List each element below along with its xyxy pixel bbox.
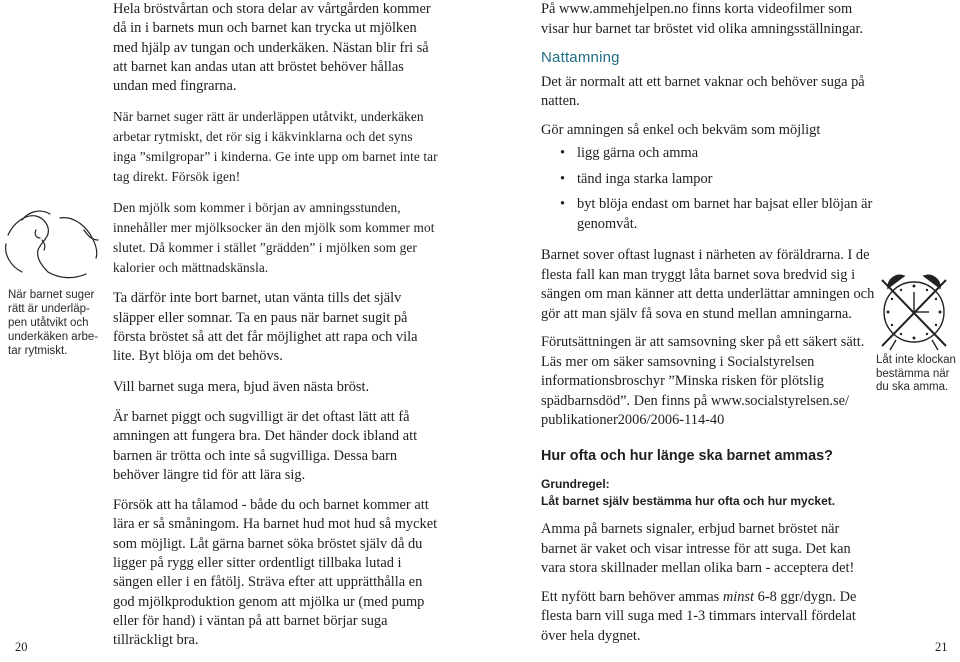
paragraph: Barnet sover oftast lugnast i närheten av föräldrarna. I de flesta fall kan man tryggt låta barnet sova bredvid sig i sängen om man känner att detta underlättar amningen och gör att man själv få sova en stund mellan amningarna. (541, 247, 875, 322)
section-heading-nattamning: Nattamning (541, 49, 620, 66)
paragraph: Ta därför inte bort barnet, utan vänta tills det själv släpper eller somnar. Ta en paus när barnet sugit på första bröstet så att det får möjlighet att rapa och vila lite. Byt blöja om det behövs. (113, 290, 418, 365)
emphasis-text: minst (722, 588, 755, 605)
paragraph: Amma på barnets signaler, erbjud barnet bröstet när barnet är vaket och visar intresse för att suga. Det kan vara stora skillnader mellan olika barn - acceptera det! (541, 521, 855, 576)
right-column-text (541, 0, 877, 655)
clock-caption: Låt inte klockan bestämma när du ska amma. (876, 354, 956, 393)
crossed-alarm-clock-icon (874, 266, 954, 356)
paragraph (541, 588, 877, 647)
left-column-text (113, 0, 438, 662)
paragraph: Försök att ha tålamod - både du och barnet kommer att lära er så småningom. Ha barnet hud mot hud så mycket som möjligt. Låt gärna barnet söka bröstet själv då du ligger på rygg eller sitter ordentligt tillbaka lutad i sängen eller i en fåtölj. Sträva efter att upprätthålla en god mjölkproduktion genom att mjölka ur (med pump eller för hand) i väntan på att barnet börjar suga tillräckligt bra. (113, 497, 438, 649)
list-item: • tänd inga starka lampor (541, 170, 877, 190)
rule-text: Låt barnet själv bestämma hur ofta och hur mycket. (541, 494, 836, 508)
paragraph: Är barnet piggt och sugvilligt är det oftast lätt att få amningen att fungera bra. Det händer dock ibland att barnen är trötta och inte så sugvilliga. Dessa barn behöver längre tid för att lära sig. (113, 408, 418, 483)
paragraph: Det är normalt att ett barnet vaknar och behöver suga på natten. (541, 73, 865, 109)
section-heading-how-often: Hur ofta och hur länge ska barnet ammas? (541, 447, 833, 464)
paragraph: När barnet suger rätt är underläppen utåtvikt, underkäken arbetar rytmiskt, det rör sig i käkvinklarna och det syns inga ”smilgropar” i kinderna. Ge inte upp om barnet inte tar tag direkt. Försök igen! (113, 109, 438, 185)
list-item: • ligg gärna och amma (541, 144, 877, 164)
paragraph: Förutsättningen är att samsovning sker på ett säkert sätt. Läs mer om säker samsovning i Socialstyrelsen informationsbroschyr ”Minska risken för plötslig spädbarnsdöd”. Den finns på www.socialstyrelsen.se/ publikationer2006/2006-114-40 (541, 334, 865, 428)
paragraph: Vill barnet suga mera, bjud även nästa bröst. (113, 378, 370, 395)
paragraph: Den mjölk som kommer i början av amningsstunden, innehåller mer mjölksocker än den mjölk som kommer mot slutet. Då kommer i stället ”grädden” i mjölken som ger kalorier och mättnadskänsla. (113, 200, 435, 276)
bullet-list (541, 144, 877, 234)
text-run: 6-8 ggr/dygn. De flesta barn vill suga med 1-3 timmars intervall fördelat över hela dygnet. (541, 588, 857, 644)
intro-paragraph: På www.ammehjelpen.no finns korta videofilmer som visar hur barnet tar bröstet vid olika amningsställningar. (541, 1, 864, 37)
illustration-caption: När barnet suger rätt är underläp-pen utåtvikt och underkäken arbe-tar rytmiskt. (8, 289, 99, 357)
text-run: Ett nyfött barn behöver ammas (541, 588, 723, 605)
paragraph: Hela bröstvårtan och stora delar av vårtgården kommer då in i barnets mun och barnet kan trycka ut mjölken med hjälp av tungan och underkäken. Nästan blir fri så att barnet kan andas utan att bröstet behöver hållas undan med fingrarna. (113, 1, 431, 95)
list-item: • byt blöja endast om barnet har bajsat eller blöjan är genomvåt. (541, 195, 877, 234)
breastfeeding-illustration-icon (0, 200, 110, 285)
page-number-left: 20 (15, 640, 28, 654)
paragraph: Gör amningen så enkel och bekväm som möjligt (541, 121, 821, 138)
page-number-right: 21 (935, 640, 948, 654)
rule-label: Grundregel: (541, 477, 610, 491)
